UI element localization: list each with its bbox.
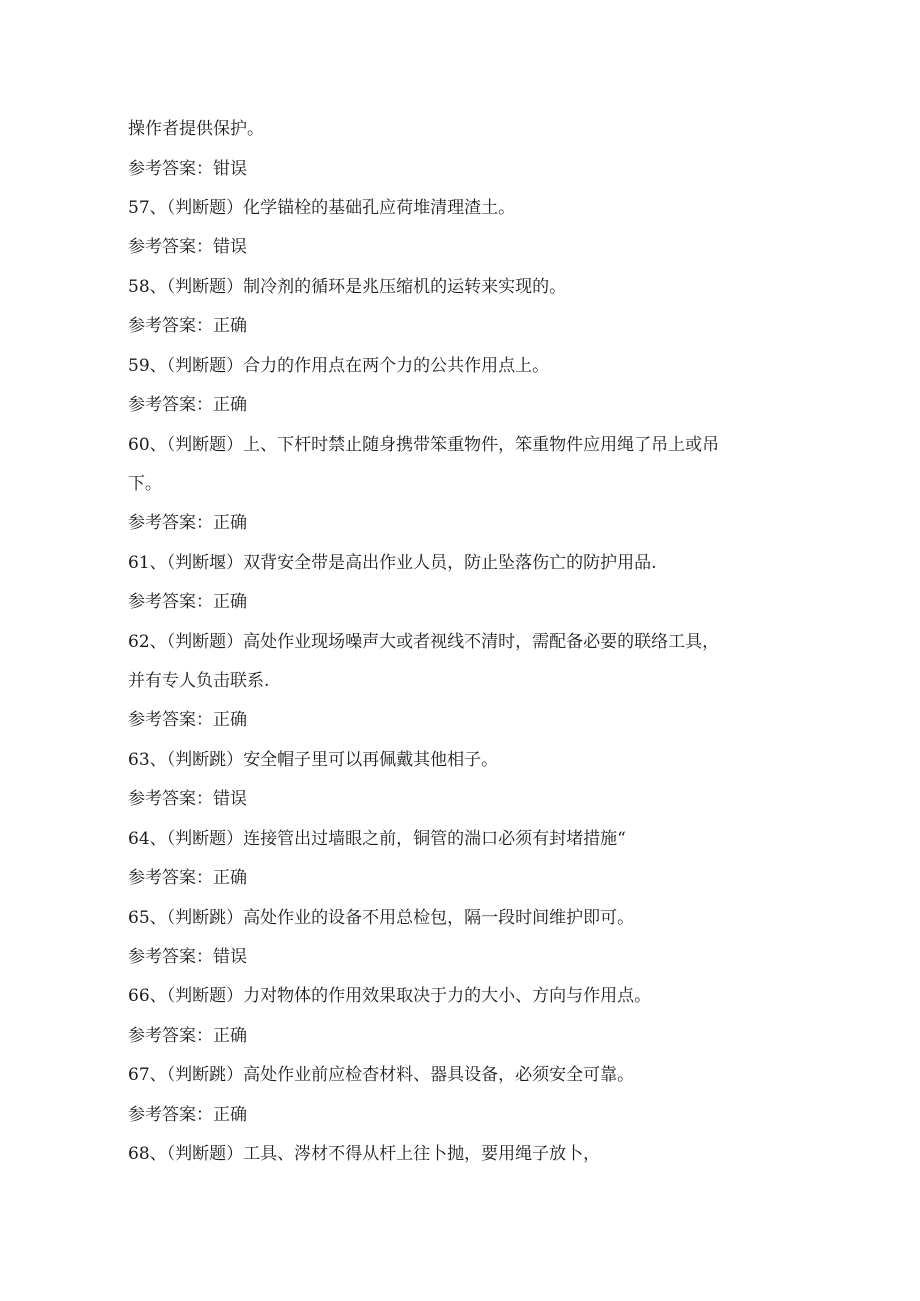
question-58: 58、（判断题）制冷剂的循环是兆压缩机的运转来实现的。 (128, 277, 567, 297)
answer-66: 参考答案：正确 (128, 1026, 247, 1046)
question-62-cont: 并有专人负击联系. (128, 671, 270, 691)
question-64: 64、（判断题）连接管出过墙眼之前，铜管的湍口必须有封堵措施“ (128, 829, 626, 849)
answer-line: 参考答案：钳误 (128, 159, 247, 179)
answer-57: 参考答案：错误 (128, 237, 247, 257)
answer-62: 参考答案：正确 (128, 710, 247, 730)
answer-58: 参考答案：正确 (128, 316, 247, 336)
answer-63: 参考答案：错误 (128, 789, 247, 809)
answer-67: 参考答案：正确 (128, 1105, 247, 1125)
question-57: 57、（判断题）化学锚栓的基础孔应荷堆清理渣土。 (128, 198, 516, 218)
question-61: 61、（判断堰）双背安全带是高出作业人员，防止坠落伤亡的防护用品. (128, 553, 657, 573)
answer-64: 参考答案：正确 (128, 868, 247, 888)
question-62: 62、（判断题）高处作业现场噪声大或者视线不清时，需配备必要的联络工具， (128, 632, 720, 652)
question-60: 60、（判断题）上、下杆时禁止随身携带笨重物件，笨重物件应用绳了吊上或吊 (128, 435, 720, 455)
answer-59: 参考答案：正确 (128, 395, 247, 415)
answer-65: 参考答案：错误 (128, 947, 247, 967)
question-67: 67、（判断跳）高处作业前应检杳材料、器具设备，必须安全可靠。 (128, 1065, 635, 1085)
text-line: 操作者提供保护。 (128, 119, 264, 139)
question-68: 68、（判断题）工具、涔材不得从杆上往卜抛，要用绳子放卜， (128, 1144, 601, 1164)
answer-61: 参考答案：正确 (128, 592, 247, 612)
question-63: 63、（判断跳）安全帽子里可以再佩戴其他相子。 (128, 750, 499, 770)
question-65: 65、（判断跳）高处作业的设备不用总检包，隔一段时间维护即可。 (128, 908, 635, 928)
answer-60: 参考答案：正确 (128, 513, 247, 533)
question-59: 59、（判断题）合力的作用点在两个力的公共作用点上。 (128, 356, 550, 376)
question-66: 66、（判断题）力对物体的作用效果取决于力的大小、方向与作用点。 (128, 986, 652, 1006)
question-60-cont: 下。 (128, 474, 162, 494)
